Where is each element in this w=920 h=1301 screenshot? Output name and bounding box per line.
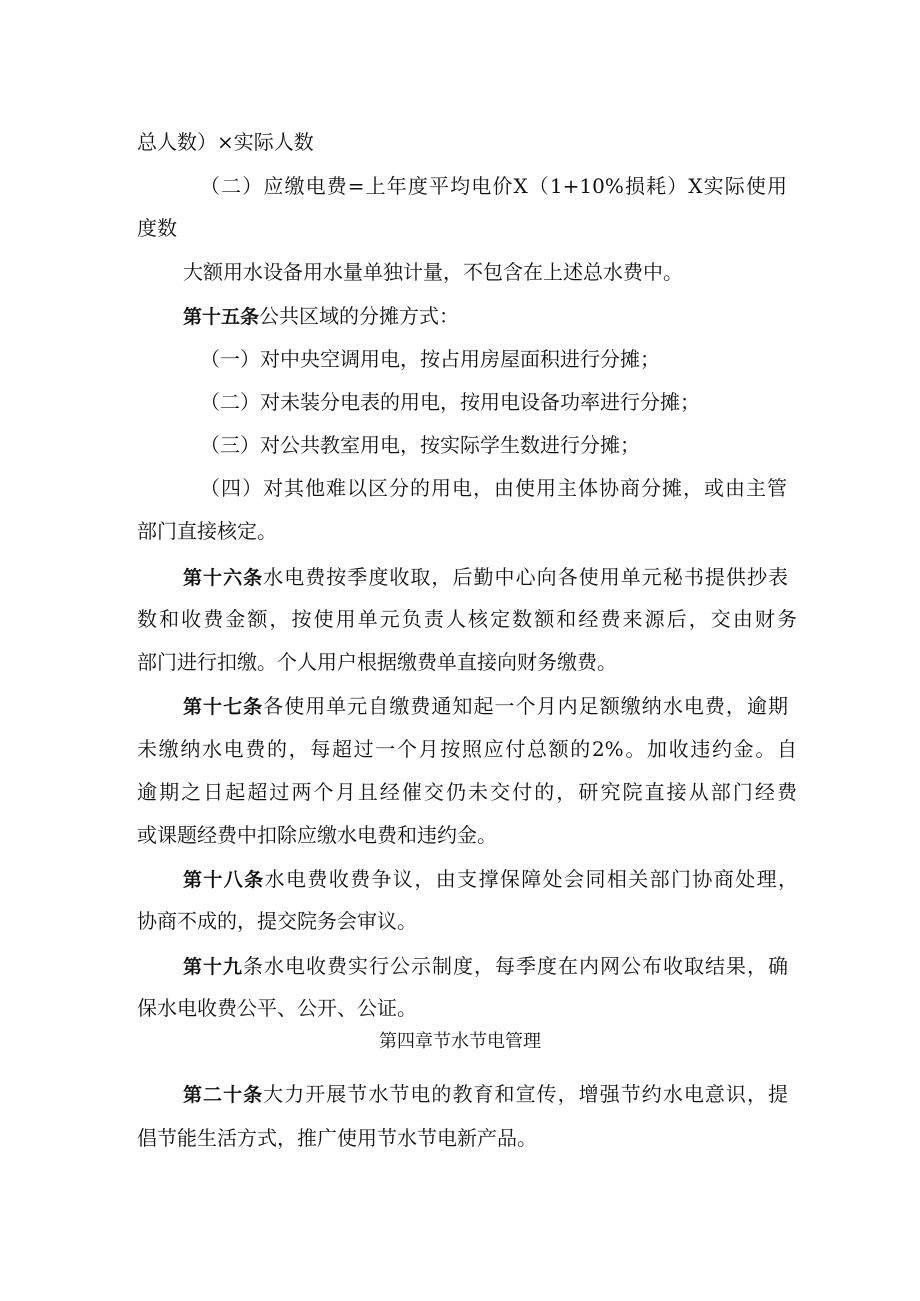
- text-line: 大额用水设备用水量单独计量，不包含在上述总水费中。: [183, 260, 683, 284]
- text-line: （四）对其他难以区分的用电，由使用主体协商分摊，或由主管: [200, 476, 787, 500]
- chapter-heading: 第四章节水节电管理: [379, 1031, 541, 1052]
- article-text: 水电费收费争议，由支撑保障处会同相关部门协商处理，: [264, 867, 798, 891]
- text-line: 保水电收费公平、公开、公证。: [137, 996, 417, 1020]
- text-line: 数和收费金额，按使用单元负责人核定数额和经费来源后，交由财务: [137, 607, 797, 631]
- article-text: 水电费按季度收取，后勤中心向各使用单元秘书提供抄表: [263, 565, 788, 589]
- text-line: 部门直接核定。: [137, 519, 277, 543]
- text-line: （二）对未装分电表的用电，按用电设备功率进行分摊；: [200, 390, 700, 414]
- article-line: [183, 692, 788, 720]
- article-label: 第十八条: [183, 869, 265, 891]
- article-label: 第十六条: [183, 567, 264, 589]
- text-line: 或课题经费中扣除应缴水电费和违约金。: [137, 823, 497, 847]
- article-label: 第十五条: [183, 306, 260, 328]
- text-line: 未缴纳水电费的，每超过一个月按照应付总额的2%。加收违约金。自: [137, 737, 797, 761]
- article-text: 公共区域的分摊方式：: [259, 304, 460, 328]
- text-line: 逾期之日起超过两个月且经催交仍未交付的，研究院直接从部门经费: [137, 780, 797, 804]
- article-label: 第十九: [183, 956, 243, 978]
- text-line: 倡节能生活方式，推广使用节水节电新产品。: [137, 1126, 537, 1150]
- text-line: 度数: [137, 216, 177, 240]
- article-label: 第十七条: [183, 696, 264, 718]
- text-line: （三）对公共教室用电，按实际学生数进行分摊；: [200, 433, 640, 457]
- text-line: 总人数）×实际人数: [137, 130, 314, 154]
- article-label: 第二十条: [183, 1084, 264, 1106]
- text-line: （一）对中央空调用电，按占用房屋面积进行分摊；: [200, 347, 660, 371]
- article-text: 各使用单元自缴费通知起一个月内足额缴纳水电费，逾期: [263, 694, 788, 718]
- article-text: 大力开展节水节电的教育和宣传，增强节约水电意识，提: [263, 1082, 788, 1106]
- text-line: 部门进行扣缴。个人用户根据缴费单直接向财务缴费。: [137, 650, 617, 674]
- article-text: 条水电收费实行公示制度，每季度在内网公布收取结果，确: [243, 954, 788, 978]
- article-line: [183, 865, 798, 893]
- text-line: 协商不成的，提交院务会审议。: [137, 909, 417, 933]
- article-line: [183, 302, 843, 330]
- article-line: [183, 952, 788, 980]
- article-line: [183, 563, 788, 591]
- text-line: （二）应缴电费=上年度平均电价X（1+10%损耗）X实际使用: [200, 174, 787, 198]
- article-line: [183, 1080, 788, 1108]
